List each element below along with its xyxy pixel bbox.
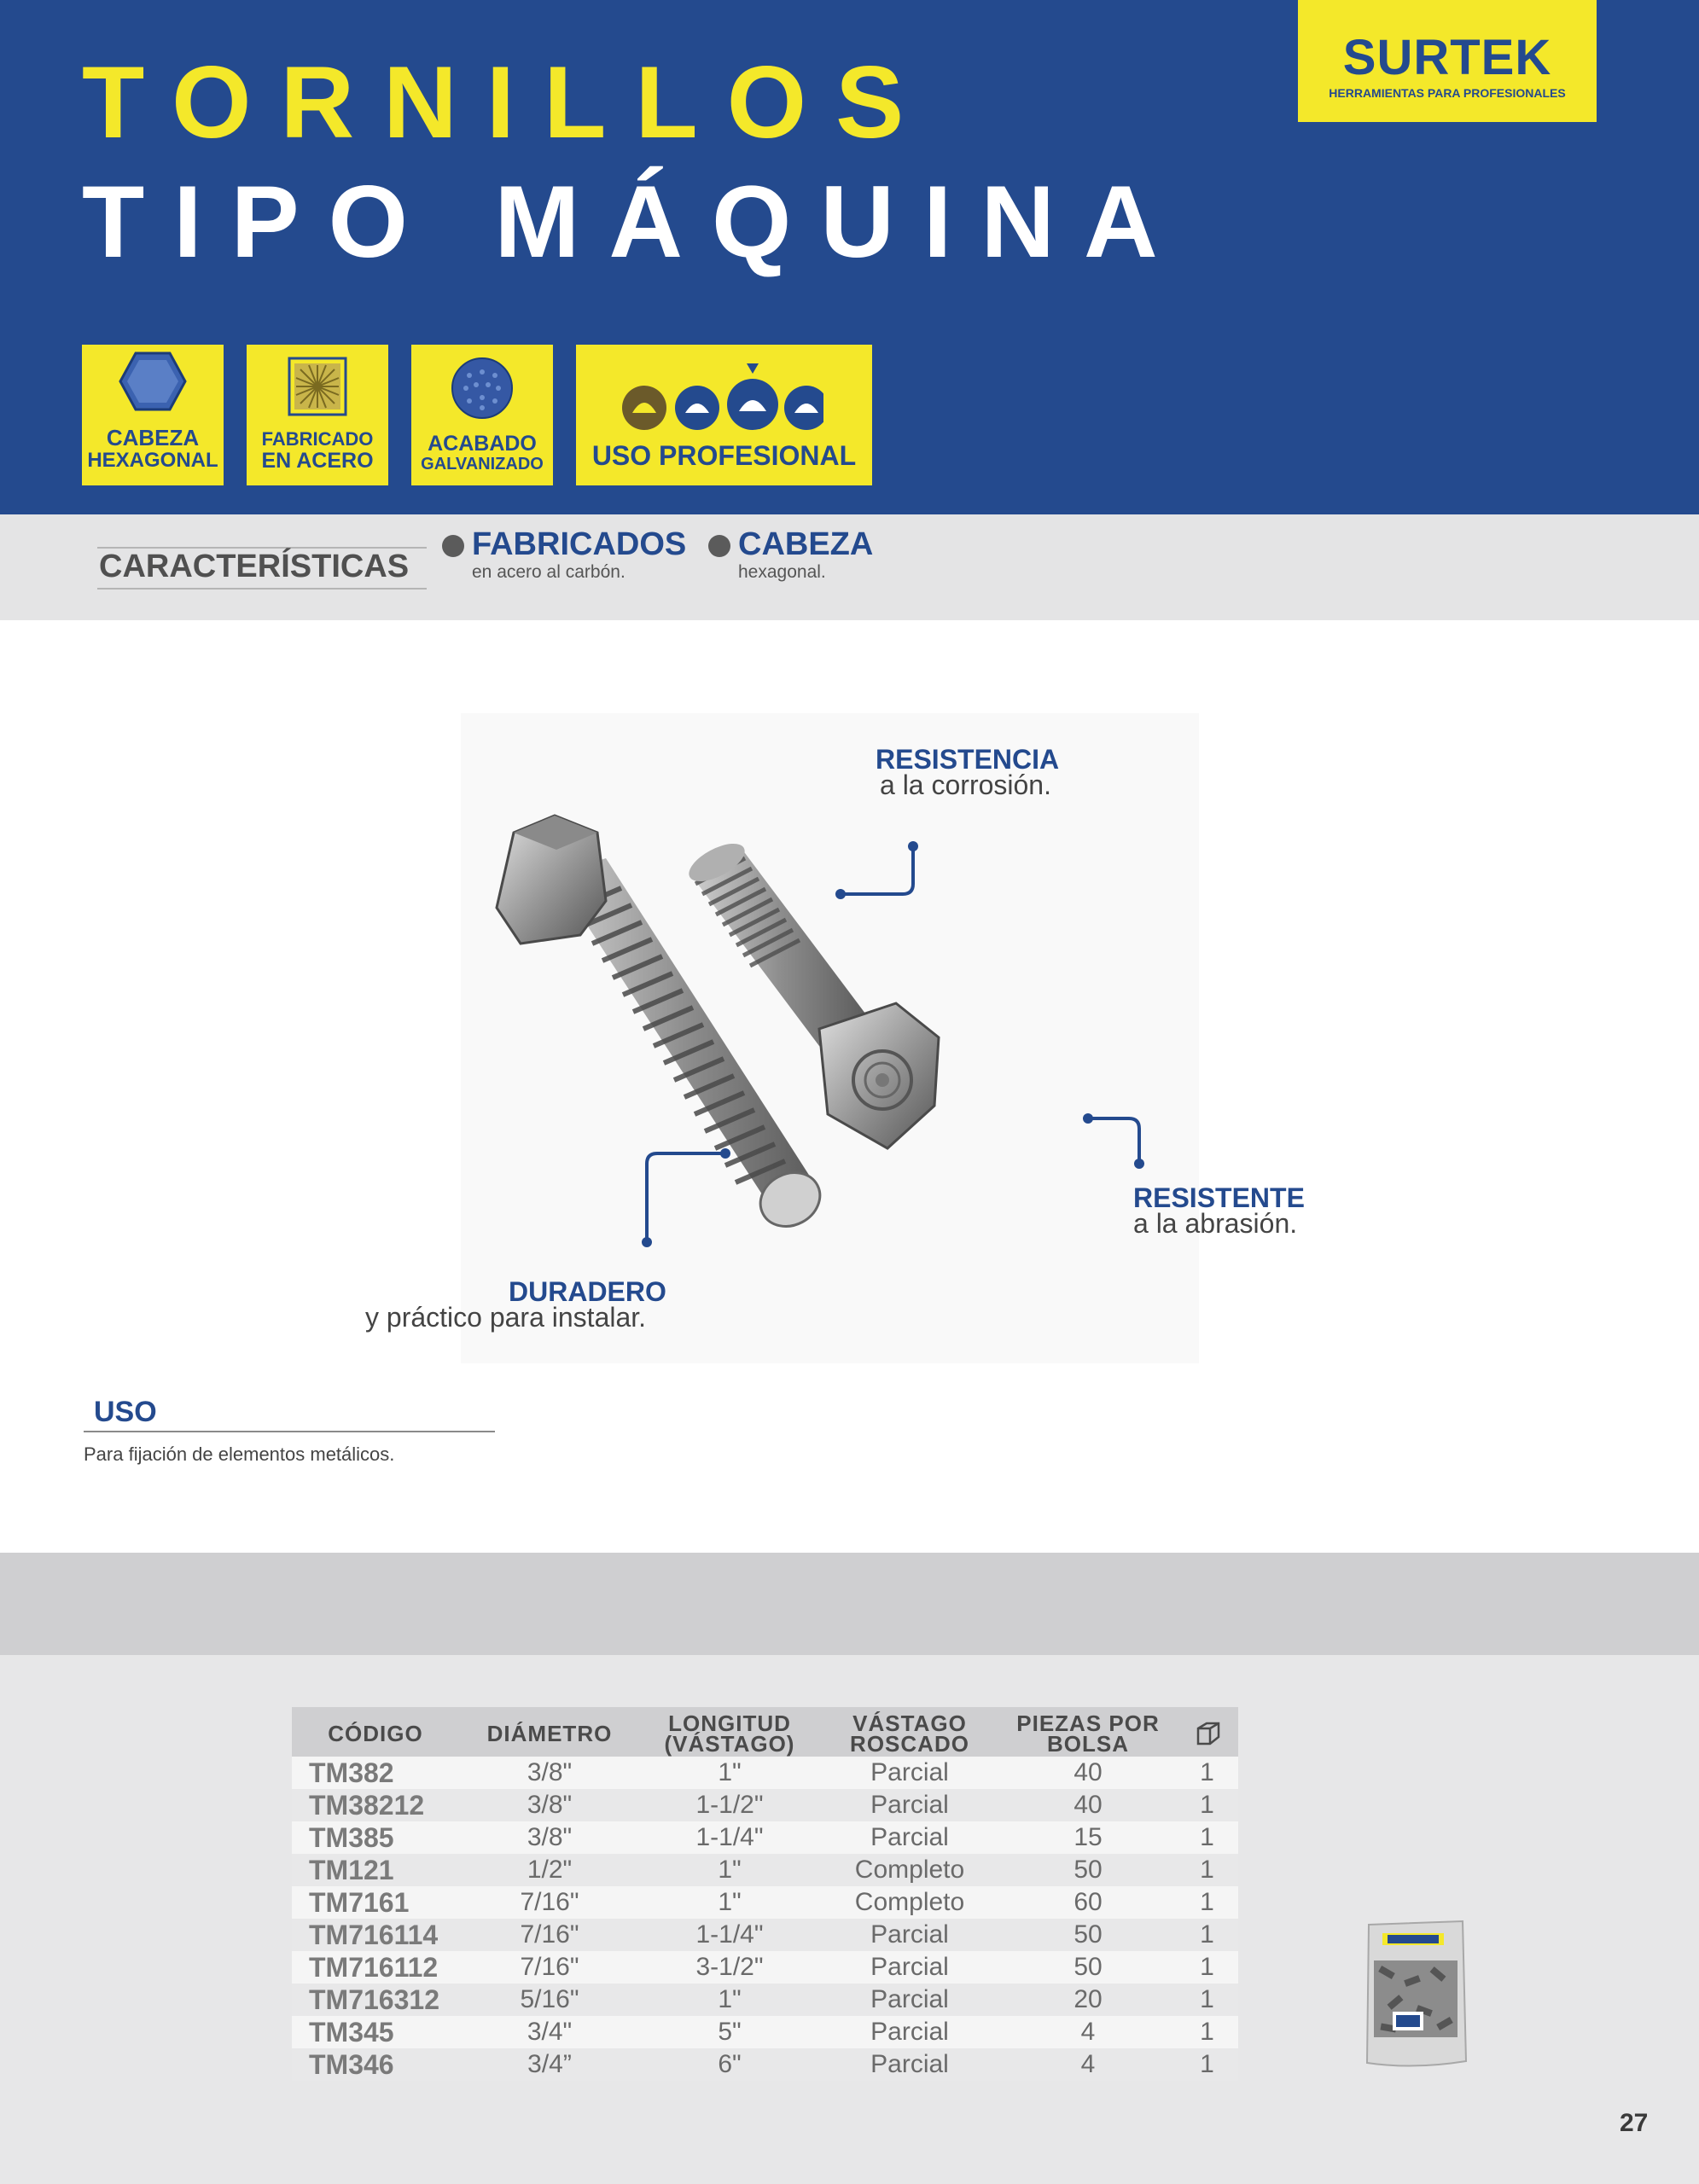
features-title: CARACTERÍSTICAS — [99, 549, 410, 584]
uso-divider — [84, 1431, 495, 1432]
cell-diametro: 7/16" — [459, 1886, 640, 1919]
cell-codigo: TM345 — [292, 2016, 459, 2048]
feature-2-sub: hexagonal. — [738, 562, 826, 582]
table-row — [292, 1854, 1238, 1886]
table-row — [292, 1821, 1238, 1854]
cell-cajas: 1 — [1176, 1919, 1238, 1951]
cell-cajas: 1 — [1176, 1821, 1238, 1854]
table-row — [292, 1789, 1238, 1821]
table-row — [292, 1919, 1238, 1951]
cell-codigo: TM716312 — [292, 1984, 459, 2016]
cell-diametro: 3/8" — [459, 1757, 640, 1789]
callout-durable-head: DURADERO — [509, 1276, 666, 1307]
callout-abrasion-head: RESISTENTE — [1133, 1182, 1305, 1213]
cell-longitud: 1" — [640, 1886, 819, 1919]
table-row — [292, 1951, 1238, 1984]
cell-cajas: 1 — [1176, 1854, 1238, 1886]
cell-longitud: 1-1/2" — [640, 1789, 819, 1821]
cell-cajas: 1 — [1176, 1757, 1238, 1789]
table-row — [292, 2016, 1238, 2048]
cell-cajas: 1 — [1176, 2016, 1238, 2048]
features-band — [0, 514, 1699, 620]
cell-cajas: 1 — [1176, 1789, 1238, 1821]
cell-diametro: 1/2" — [459, 1854, 640, 1886]
badge-steel-line1: FABRICADO — [261, 428, 374, 450]
badge-professional-label: USO PROFESIONAL — [591, 440, 857, 471]
logo-tagline: HERRAMIENTAS PARA PROFESIONALES — [1329, 86, 1566, 100]
header-vastago-roscado: VÁSTAGO ROSCADO — [819, 1707, 1000, 1757]
cell-cajas: 1 — [1176, 2048, 1238, 2081]
table-row — [292, 1886, 1238, 1919]
professional-use-icon — [619, 360, 823, 437]
cell-codigo: TM7161 — [292, 1886, 459, 1919]
badge-hexagon-line2: HEXAGONAL — [87, 449, 218, 472]
callout-corrosion-head: RESISTENCIA — [876, 744, 1060, 775]
cell-longitud: 1" — [640, 1854, 819, 1886]
header-diametro: DIÁMETRO — [459, 1707, 640, 1757]
cell-diametro: 5/16" — [459, 1984, 640, 2016]
uso-title: USO — [94, 1396, 157, 1428]
cell-vastago: Parcial — [819, 2016, 1000, 2048]
bolts-product-image — [461, 713, 1199, 1363]
cell-piezas: 20 — [1000, 1984, 1176, 2016]
cell-diametro: 3/8" — [459, 1789, 640, 1821]
cell-codigo: TM38212 — [292, 1789, 459, 1821]
product-bag-image — [1362, 1918, 1469, 2070]
cell-longitud: 6" — [640, 2048, 819, 2081]
cell-vastago: Parcial — [819, 1757, 1000, 1789]
cell-longitud: 1" — [640, 1757, 819, 1789]
cell-piezas: 40 — [1000, 1789, 1176, 1821]
cell-longitud: 1-1/4" — [640, 1919, 819, 1951]
cell-vastago: Parcial — [819, 1789, 1000, 1821]
spec-table — [292, 1707, 1238, 2081]
header-box — [1176, 1707, 1238, 1757]
section-divider-band — [0, 1553, 1699, 1655]
cell-codigo: TM716114 — [292, 1919, 459, 1951]
hexagon-head-icon — [119, 351, 187, 411]
cell-diametro: 3/4" — [459, 2016, 640, 2048]
callout-corrosion-sub: a la corrosión. — [880, 770, 1051, 800]
badge-hexagon-line1: CABEZA — [106, 425, 200, 450]
cell-piezas: 50 — [1000, 1951, 1176, 1984]
table-header-row — [292, 1707, 1238, 1757]
surtek-logo — [1298, 0, 1597, 122]
badge-steel — [247, 345, 388, 485]
features-title-rule-bottom — [97, 588, 427, 590]
callout-abrasion-sub: a la abrasión. — [1133, 1208, 1298, 1239]
cell-diametro: 7/16" — [459, 1919, 640, 1951]
bullet-icon — [442, 535, 464, 557]
cell-codigo: TM385 — [292, 1821, 459, 1854]
header-codigo: CÓDIGO — [292, 1707, 459, 1757]
steel-icon — [288, 357, 347, 416]
box-icon — [1193, 1718, 1222, 1747]
galvanized-icon — [451, 357, 514, 420]
feature-1-head: FABRICADOS — [472, 526, 687, 562]
feature-1-sub: en acero al carbón. — [472, 562, 625, 582]
cell-vastago: Parcial — [819, 1919, 1000, 1951]
cell-piezas: 50 — [1000, 1919, 1176, 1951]
badge-galvanized — [411, 345, 553, 485]
cell-cajas: 1 — [1176, 1886, 1238, 1919]
cell-codigo: TM716112 — [292, 1951, 459, 1984]
cell-longitud: 3-1/2" — [640, 1951, 819, 1984]
cell-cajas: 1 — [1176, 1984, 1238, 2016]
cell-diametro: 3/8" — [459, 1821, 640, 1854]
cell-piezas: 15 — [1000, 1821, 1176, 1854]
cell-diametro: 7/16" — [459, 1951, 640, 1984]
header-longitud: LONGITUD (VÁSTAGO) — [640, 1707, 819, 1757]
header-banner — [0, 0, 1699, 514]
table-row — [292, 1757, 1238, 1789]
uso-text: Para fijación de elementos metálicos. — [84, 1443, 395, 1465]
cell-vastago: Completo — [819, 1854, 1000, 1886]
cell-longitud: 1" — [640, 1984, 819, 2016]
cell-piezas: 50 — [1000, 1854, 1176, 1886]
cell-codigo: TM121 — [292, 1854, 459, 1886]
badge-professional-use — [576, 345, 872, 485]
cell-codigo: TM382 — [292, 1757, 459, 1789]
cell-longitud: 5" — [640, 2016, 819, 2048]
header-piezas-por-bolsa: PIEZAS POR BOLSA — [1000, 1707, 1176, 1757]
badge-galvanized-line2: GALVANIZADO — [421, 455, 544, 473]
table-row — [292, 1984, 1238, 2016]
cell-longitud: 1-1/4" — [640, 1821, 819, 1854]
cell-codigo: TM346 — [292, 2048, 459, 2081]
cell-piezas: 4 — [1000, 2016, 1176, 2048]
logo-wordmark: SURTEK — [1342, 30, 1552, 85]
cell-vastago: Completo — [819, 1886, 1000, 1919]
cell-piezas: 60 — [1000, 1886, 1176, 1919]
page-number: 27 — [1620, 2109, 1649, 2137]
badge-galvanized-line1: ACABADO — [428, 432, 537, 456]
cell-diametro: 3/4” — [459, 2048, 640, 2081]
callout-durable-sub: y práctico para instalar. — [365, 1302, 647, 1333]
cell-piezas: 40 — [1000, 1757, 1176, 1789]
cell-vastago: Parcial — [819, 1951, 1000, 1984]
badge-hexagon-head — [82, 345, 224, 485]
cell-vastago: Parcial — [819, 1984, 1000, 2016]
feature-2-head: CABEZA — [738, 526, 874, 562]
table-row — [292, 2048, 1238, 2081]
bolt-left — [497, 816, 829, 1236]
cell-piezas: 4 — [1000, 2048, 1176, 2081]
title-line-1: TORNILLOS — [82, 45, 934, 160]
title-line-2: TIPO MÁQUINA — [82, 165, 1187, 279]
bullet-icon — [708, 535, 730, 557]
cell-cajas: 1 — [1176, 1951, 1238, 1984]
badge-steel-line2: EN ACERO — [261, 449, 374, 473]
cell-vastago: Parcial — [819, 1821, 1000, 1854]
cell-vastago: Parcial — [819, 2048, 1000, 2081]
